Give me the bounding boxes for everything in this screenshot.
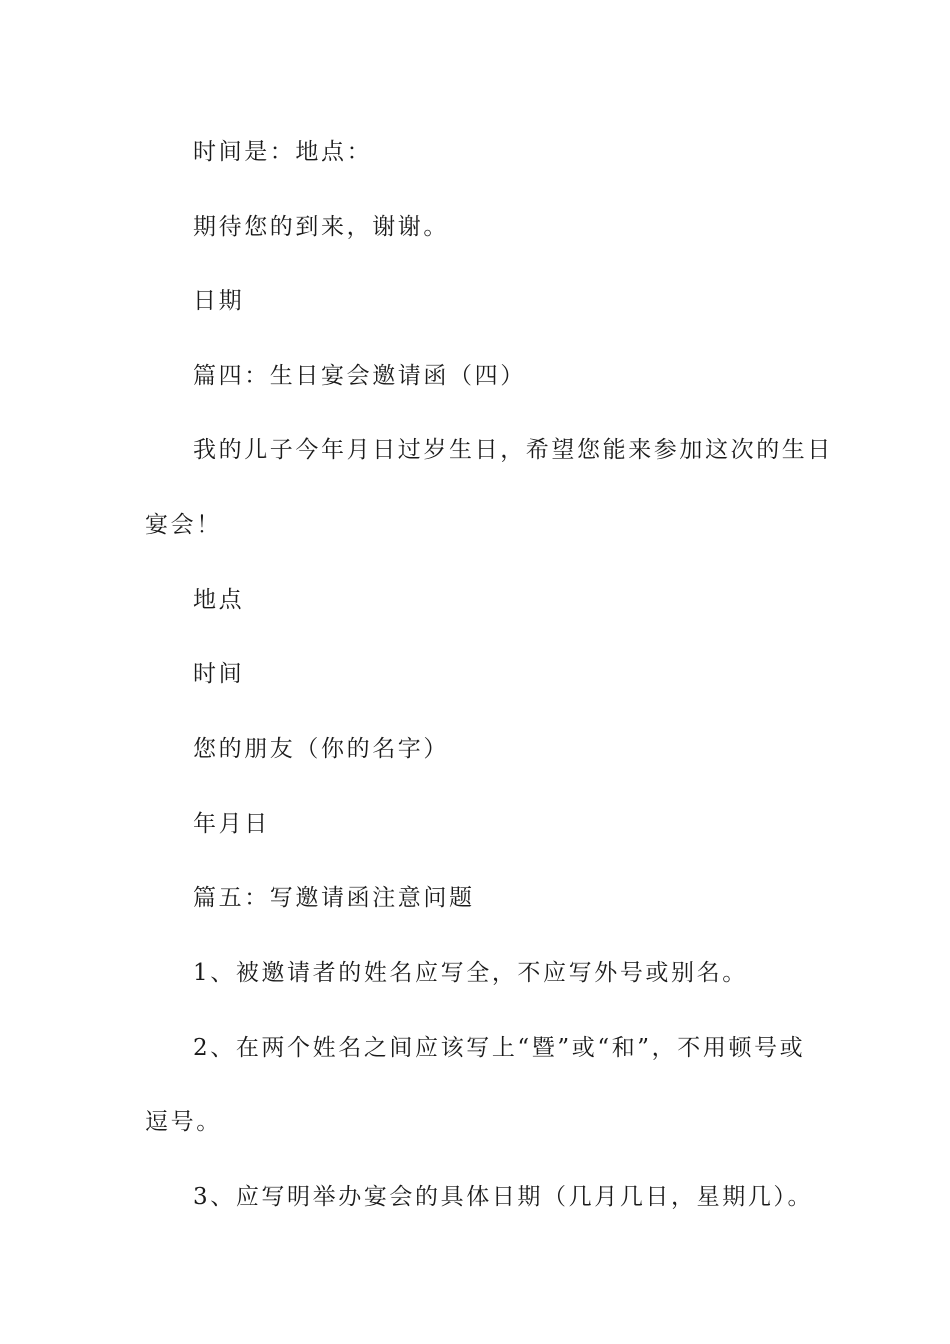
list-item-2: 2、在两个姓名之间应该写上“暨”或“和”，不用顿号或 — [193, 1035, 806, 1061]
text-line-time: 时间 — [193, 661, 245, 687]
section-heading-4: 篇四：生日宴会邀请函（四） — [193, 363, 526, 389]
text-line-your-friend: 您的朋友（你的名字） — [193, 736, 449, 762]
text-line-ymd: 年月日 — [193, 811, 270, 837]
text-line-time-place: 时间是：地点： — [193, 139, 373, 165]
list-item-1: 1、被邀请者的姓名应写全，不应写外号或别名。 — [193, 960, 748, 986]
text-line-place: 地点 — [193, 587, 245, 613]
paragraph-birthday-invite-cont: 宴会！ — [145, 512, 222, 538]
paragraph-birthday-invite: 我的儿子今年月日过岁生日，希望您能来参加这次的生日 — [193, 437, 833, 463]
section-heading-5: 篇五：写邀请函注意问题 — [193, 885, 475, 911]
list-item-2-cont: 逗号。 — [145, 1109, 222, 1135]
text-line-looking-forward: 期待您的到来，谢谢。 — [193, 214, 449, 240]
text-line-date: 日期 — [193, 288, 245, 314]
list-item-3: 3、应写明举办宴会的具体日期（几月几日，星期几）。 — [193, 1184, 814, 1210]
